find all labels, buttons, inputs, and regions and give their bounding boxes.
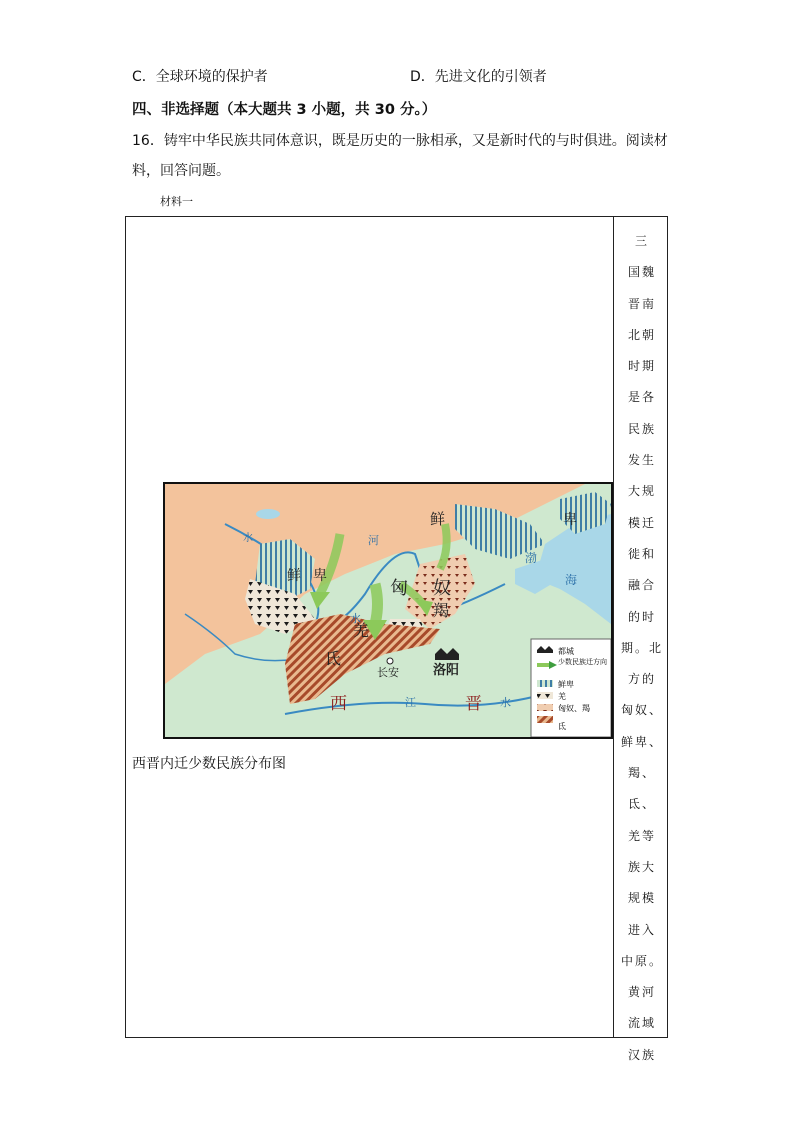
label-luoyang: 洛阳 xyxy=(433,663,460,678)
label-lake: 水 xyxy=(243,533,253,544)
map-legend xyxy=(531,639,611,737)
label-qiang: 羌 xyxy=(353,621,370,640)
legend-xiongnu-jie: 匈奴、羯 xyxy=(558,704,590,713)
xiongnu-swatch xyxy=(537,704,553,711)
label-sea-hai: 海 xyxy=(565,573,578,587)
side-text-22: 中原。 xyxy=(620,953,663,968)
label-jie: 羯 xyxy=(433,601,450,620)
label-river-shui2: 水 xyxy=(500,696,511,709)
label-xian: 鲜 xyxy=(430,510,446,528)
side-text-column xyxy=(620,226,664,1071)
legend-qiang: 羌 xyxy=(558,692,566,701)
side-text-17: 羯、氐、 xyxy=(627,766,656,812)
label-jin: 晋 xyxy=(465,694,482,714)
label-xianbei-left-1: 鲜 xyxy=(287,568,301,584)
side-text-16: 鲜卑、 xyxy=(620,734,663,749)
side-text-3: 北朝 xyxy=(627,327,656,342)
side-text-9: 模迁 xyxy=(627,515,656,530)
label-di: 氐 xyxy=(325,649,342,668)
side-text-13: 期。北 xyxy=(620,640,663,655)
map-caption: 西晋内迁少数民族分布图 xyxy=(132,756,286,772)
side-text-2: 晋南 xyxy=(627,296,656,311)
material-label: 材料一 xyxy=(160,195,193,208)
side-text-14: 方的 xyxy=(627,672,656,687)
legend-capital: 都城 xyxy=(558,647,574,656)
side-text-8: 大规 xyxy=(627,484,656,499)
side-text-24: 流域 xyxy=(627,1016,656,1031)
label-xiong: 匈 xyxy=(390,578,408,599)
side-text-5: 是各 xyxy=(627,390,656,405)
side-text-18: 羌等 xyxy=(627,828,656,843)
label-bei-right: 卑 xyxy=(563,512,577,528)
side-text-1: 国魏 xyxy=(627,265,656,280)
side-text-4: 时期 xyxy=(627,359,656,374)
side-text-25: 汉族 xyxy=(627,1047,656,1062)
label-sea-bo: 渤 xyxy=(525,551,538,565)
question-line-1: 16．铸牢中华民族共同体意识，既是历史的一脉相承，又是新时代的与时俱进。阅读材 xyxy=(132,133,668,149)
table-divider xyxy=(613,216,614,1038)
side-text-12: 的时 xyxy=(627,609,656,624)
legend-xianbei: 鲜卑 xyxy=(558,680,574,689)
side-text-20: 规模 xyxy=(627,891,656,906)
option-c: C．全球环境的保护者 xyxy=(132,69,268,85)
side-text-7: 发生 xyxy=(627,453,656,468)
side-text-0: 三 xyxy=(634,234,649,248)
label-changan: 长安 xyxy=(377,666,399,679)
side-text-23: 黄河 xyxy=(627,985,656,1000)
side-text-10: 徙和 xyxy=(627,546,656,561)
migration-map xyxy=(163,482,613,739)
label-river-he: 河 xyxy=(368,534,379,547)
label-xi: 西 xyxy=(330,694,347,714)
di-swatch xyxy=(537,716,553,723)
side-text-15: 匈奴、 xyxy=(620,703,663,718)
question-line-2: 料，回答问题。 xyxy=(132,163,230,179)
side-text-19: 族大 xyxy=(627,859,656,874)
xianbei-swatch xyxy=(537,680,553,687)
side-text-11: 融合 xyxy=(627,578,656,593)
legend-migration: 少数民族迁方向 xyxy=(558,658,607,666)
label-river-shui: 水 xyxy=(350,612,361,625)
label-nu: 奴 xyxy=(433,578,451,599)
label-river-jiang: 江 xyxy=(405,696,416,709)
label-xianbei-left-2: 卑 xyxy=(313,568,327,584)
side-text-21: 进入 xyxy=(627,922,656,937)
qiang-swatch xyxy=(537,692,553,699)
section-title: 四、非选择题（本大题共 3 小题，共 30 分。） xyxy=(132,102,437,118)
map-svg xyxy=(165,484,611,737)
side-text-6: 民族 xyxy=(627,421,656,436)
legend-di: 氐 xyxy=(558,722,566,731)
option-d: D．先进文化的引领者 xyxy=(410,69,547,85)
